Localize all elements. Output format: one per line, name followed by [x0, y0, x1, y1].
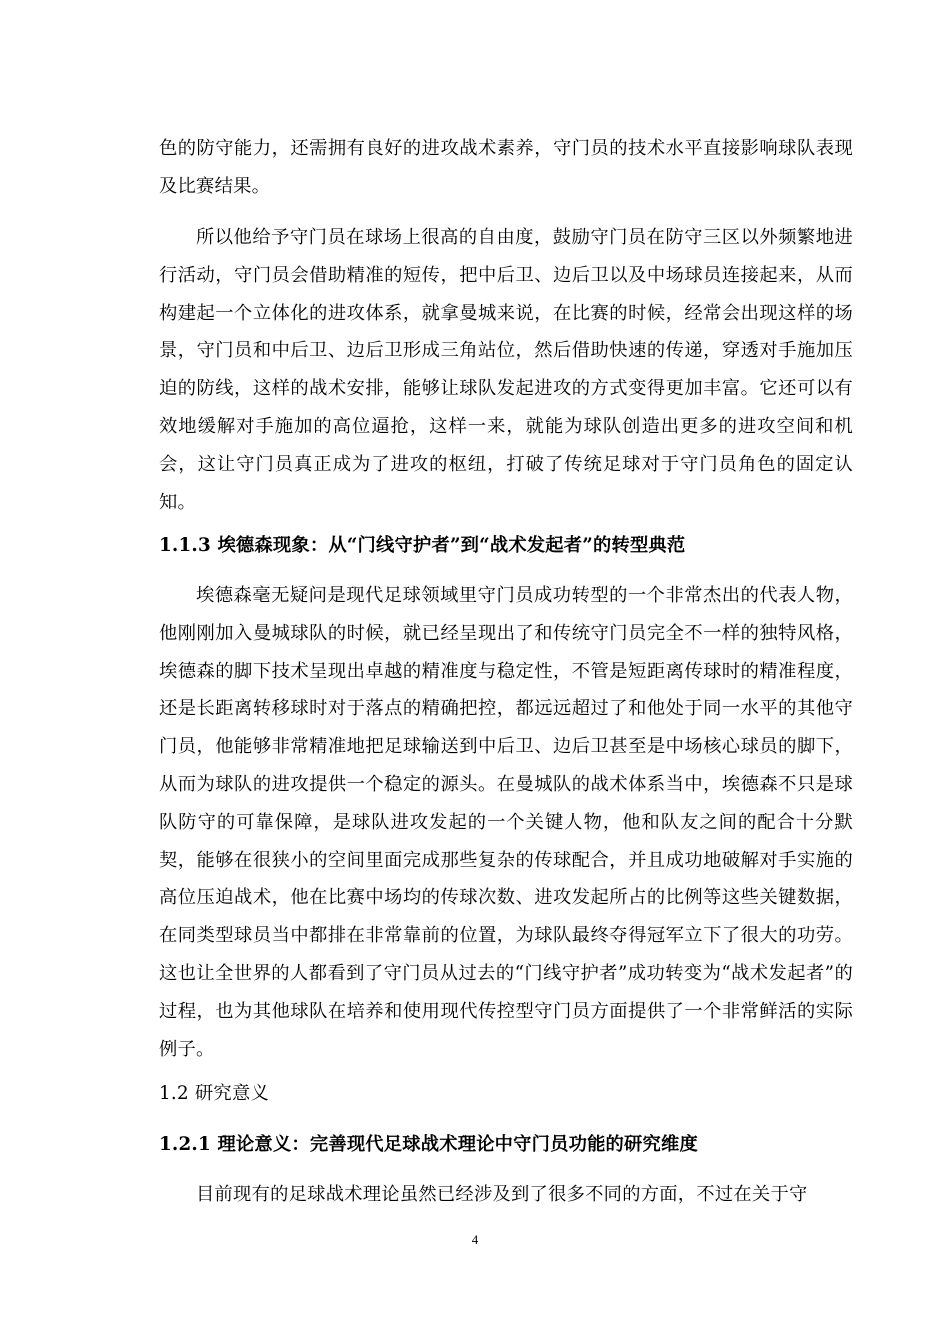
section-heading-1-2: 1.2 研究意义	[159, 1083, 270, 1104]
section-heading-1-1-3: 1.1.3 埃德森现象：从“门线守护者”到“战术发起者”的转型典范	[159, 535, 686, 556]
paragraph-theoretical-significance: 目前现有的足球战术理论虽然已经涉及到了很多不同的方面，不过在关于守	[196, 1184, 808, 1205]
page-number: 4	[471, 1232, 479, 1247]
section-heading-1-2-1: 1.2.1 理论意义：完善现代足球战术理论中守门员功能的研究维度	[159, 1134, 698, 1155]
continued-paragraph: 色的防守能力，还需拥有良好的进攻战术素养，守门员的技术水平直接影响球队表现及比赛结果。	[159, 138, 853, 197]
paragraph-goalkeeper-freedom: 所以他给予守门员在球场上很高的自由度，鼓励守门员在防守三区以外频繁地进行活动，守门员会借助精准的短传，把中后卫、边后卫以及中场球员连接起来，从而构建起一个立体化的进攻体系，就拿曼城来说，在比赛的时候，经常会出现这样的场景，守门员和中后卫、边后卫形成三角站位，然后借助快速的传递，穿透对手施加压迫的防线，这样的战术安排，能够让球队发起进攻的方式变得更加丰富。它还可以有效地缓解对手施加的高位逼抢，这样一来，就能为球队创造出更多的进攻空间和机会，这让守门员真正成为了进攻的枢纽，打破了传统足球对于守门员角色的固定认知。	[159, 227, 853, 513]
paragraph-ederson-phenomenon: 埃德森毫无疑问是现代足球领域里守门员成功转型的一个非常杰出的代表人物，他刚刚加入曼城球队的时候，就已经呈现出了和传统守门员完全不一样的独特风格，埃德森的脚下技术呈现出卓越的精准度与稳定性，不管是短距离传球时的精准程度，还是长距离转移球时对于落点的精确把控，都远远超过了和他处于同一水平的其他守门员，他能够非常精准地把足球输送到中后卫、边后卫甚至是中场核心球员的脚下，从而为球队的进攻提供一个稳定的源头。在曼城队的战术体系当中，埃德森不只是球队防守的可靠保障，是球队进攻发起的一个关键人物，他和队友之间的配合十分默契，能够在很狭小的空间里面完成那些复杂的传球配合，并且成功地破解对手实施的高位压迫战术，他在比赛中场均的传球次数、进攻发起所占的比例等这些关键数据，在同类型球员当中都排在非常靠前的位置，为球队最终夺得冠军立下了很大的功劳。这也让全世界的人都看到了守门员从过去的“门线守护者”成功转变为“战术发起者”的过程，也为其他球队在培养和使用现代传控型守门员方面提供了一个非常鲜活的实际例子。	[159, 585, 853, 1060]
